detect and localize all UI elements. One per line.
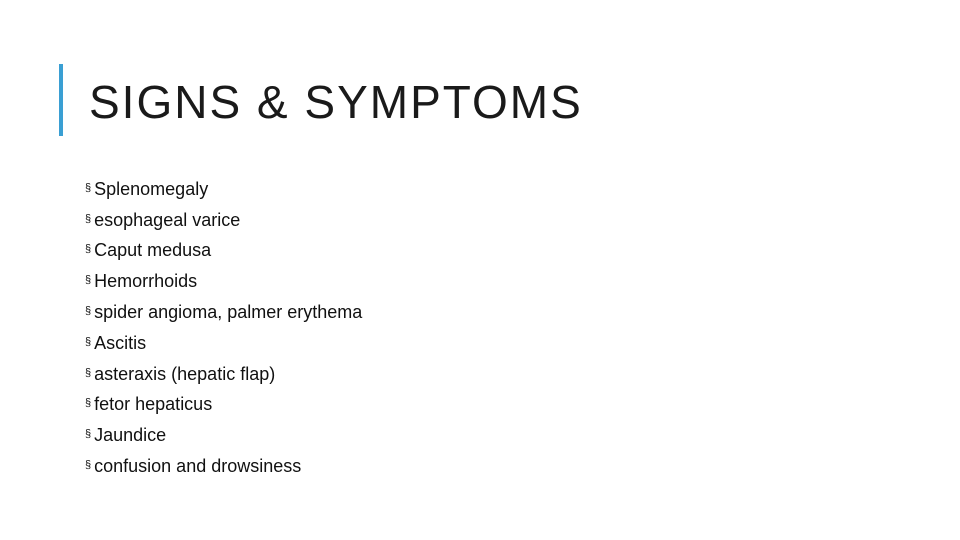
- list-item: [85, 451, 362, 482]
- bullet-text: asteraxis (hepatic flap): [94, 363, 276, 384]
- title-accent-bar: [59, 64, 63, 136]
- bullet-icon: §: [85, 459, 92, 472]
- bullet-text: Caput medusa: [94, 240, 212, 261]
- list-item: [85, 420, 362, 451]
- bullet-text: Hemorrhoids: [94, 271, 198, 292]
- list-item: [85, 266, 362, 297]
- bullet-icon: §: [85, 428, 92, 441]
- bullet-icon: §: [85, 274, 92, 287]
- bullet-text: Splenomegaly: [94, 178, 209, 199]
- list-item: [85, 297, 362, 328]
- bullet-text: Ascitis: [94, 332, 147, 353]
- bullet-icon: §: [85, 305, 92, 318]
- bullet-icon: §: [85, 335, 92, 348]
- bullet-text: Jaundice: [94, 425, 167, 446]
- list-item: [85, 359, 362, 390]
- bullet-icon: §: [85, 397, 92, 410]
- list-item: [85, 328, 362, 359]
- bullet-icon: §: [85, 212, 92, 225]
- slide-title: SIGNS & SYMPTOMS: [89, 76, 583, 128]
- list-item: [85, 390, 362, 421]
- list-item: [85, 205, 362, 236]
- bullet-list: [85, 174, 362, 482]
- list-item: [85, 236, 362, 267]
- bullet-icon: §: [85, 243, 92, 256]
- bullet-text: spider angioma, palmer erythema: [94, 302, 363, 323]
- list-item: [85, 174, 362, 205]
- bullet-text: fetor hepaticus: [94, 394, 213, 415]
- bullet-text: confusion and drowsiness: [94, 456, 302, 477]
- bullet-icon: §: [85, 181, 92, 194]
- bullet-text: esophageal varice: [94, 209, 241, 230]
- bullet-icon: §: [85, 366, 92, 379]
